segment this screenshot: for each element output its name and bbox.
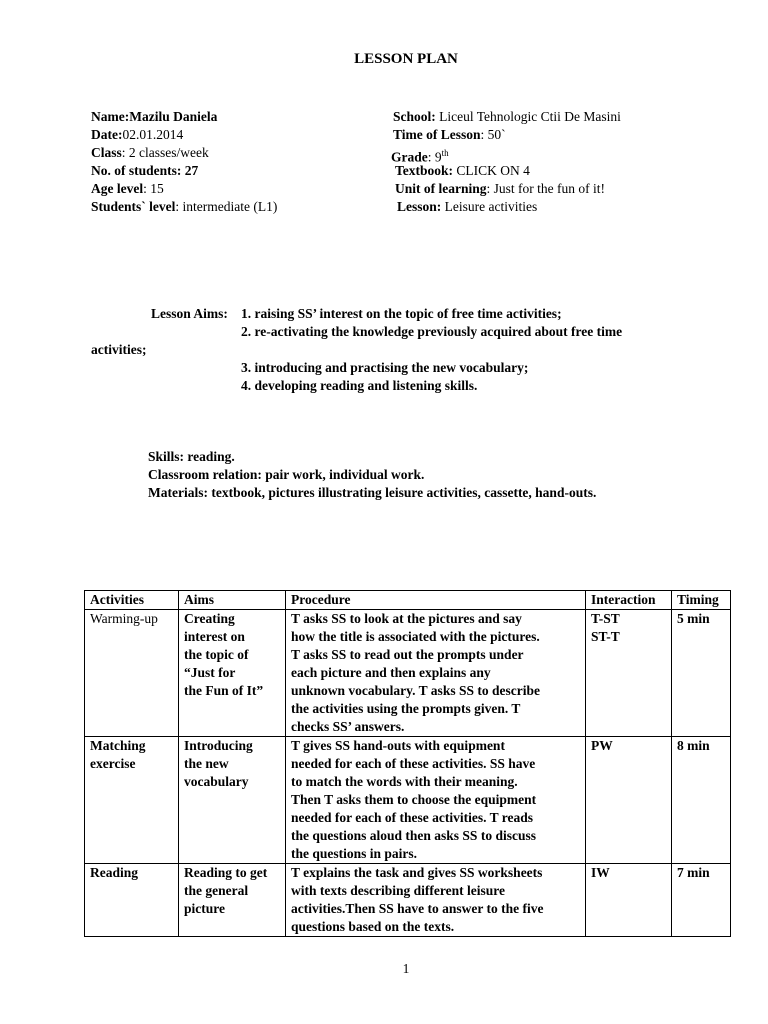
cell-procedure-line: questions based on the texts. — [291, 919, 455, 934]
students-field: No. of students: 27 — [91, 163, 199, 178]
cell-aims-line: vocabulary — [184, 774, 249, 789]
cell-aims-line: the general — [184, 883, 249, 898]
age-field — [91, 180, 164, 198]
cell-procedure-line: T asks SS to look at the pictures and say — [291, 611, 522, 626]
table-row — [85, 610, 731, 737]
cell-procedure — [286, 610, 586, 737]
aim-4: 4. developing reading and listening skills. — [241, 378, 478, 393]
aim-1: 1. raising SS’ interest on the topic of free time activities; — [241, 306, 562, 321]
table-row — [85, 737, 731, 864]
textbook-label: Textbook: — [395, 163, 454, 178]
materials-line: Materials: textbook, pictures illustrating leisure activities, cassette, hand-outs. — [148, 485, 597, 500]
cell-procedure-line: activities.Then SS have to answer to the five — [291, 901, 544, 916]
header-timing: Timing — [672, 591, 731, 610]
header-activities: Activities — [85, 591, 179, 610]
name-label: Name: — [91, 109, 130, 124]
school-label: School: — [393, 109, 436, 124]
table-row — [85, 864, 731, 937]
cell-interaction-line: ST-T — [591, 629, 620, 644]
aims-label: Lesson Aims: — [151, 306, 228, 321]
time-label: Time of Lesson — [393, 127, 481, 142]
level-label: Students` level — [91, 199, 176, 214]
cell-procedure-line: T gives SS hand-outs with equipment — [291, 738, 505, 753]
class-label: Class — [91, 145, 122, 160]
unit-field — [395, 180, 605, 198]
cell-procedure — [286, 737, 586, 864]
cell-procedure-line: each picture and then explains any — [291, 665, 491, 680]
aim-2: 2. re-activating the knowledge previously acquired about free time — [241, 324, 623, 339]
grade-label: Grade — [391, 149, 428, 165]
cell-interaction-line: IW — [591, 865, 610, 880]
cell-activity — [85, 864, 179, 937]
cell-aims — [179, 864, 286, 937]
cell-timing — [672, 737, 731, 864]
age-label: Age level — [91, 181, 144, 196]
cell-interaction — [586, 737, 672, 864]
cell-aims-line: picture — [184, 901, 225, 916]
name-field — [91, 108, 217, 126]
cell-aims-line: the new — [184, 756, 229, 771]
aim-2-continued: activities; — [91, 342, 147, 357]
grade-value: : 9 — [427, 149, 442, 165]
cell-timing-line: 5 min — [677, 611, 710, 626]
cell-procedure-line: T explains the task and gives SS worksheets — [291, 865, 543, 880]
textbook-field — [395, 162, 530, 180]
table-header-row — [85, 591, 731, 610]
document-title: LESSON PLAN — [354, 51, 458, 67]
cell-procedure — [286, 864, 586, 937]
level-field — [91, 198, 277, 216]
time-value: : 50` — [480, 127, 506, 142]
cell-interaction — [586, 610, 672, 737]
header-procedure: Procedure — [286, 591, 586, 610]
grade-superscript: th — [441, 148, 449, 158]
cell-timing — [672, 864, 731, 937]
cell-aims-line: “Just for — [184, 665, 236, 680]
age-value: : 15 — [143, 181, 164, 196]
cell-procedure-line: Then T asks them to choose the equipment — [291, 792, 537, 807]
skills-line: Skills: reading. — [148, 449, 235, 464]
cell-timing-line: 8 min — [677, 738, 710, 753]
cell-procedure-line: the activities using the prompts given. T — [291, 701, 521, 716]
unit-value: : Just for the fun of it! — [486, 181, 605, 196]
cell-activity-line: Warming-up — [90, 611, 158, 626]
cell-procedure-line: needed for each of these activities. T reads — [291, 810, 533, 825]
cell-procedure-line: the questions in pairs. — [291, 846, 418, 861]
aim-3: 3. introducing and practising the new vocabulary; — [241, 360, 529, 375]
school-field — [393, 108, 621, 126]
cell-aims-line: interest on — [184, 629, 245, 644]
cell-aims-line: the Fun of It” — [184, 683, 264, 698]
cell-procedure-line: checks SS’ answers. — [291, 719, 405, 734]
cell-activity-line: exercise — [90, 756, 136, 771]
class-value: : 2 classes/week — [121, 145, 209, 160]
cell-timing-line: 7 min — [677, 865, 710, 880]
cell-procedure-line: needed for each of these activities. SS have — [291, 756, 536, 771]
page-number: 1 — [402, 961, 410, 976]
class-field — [91, 144, 209, 162]
cell-aims-line: the topic of — [184, 647, 249, 662]
lesson-table — [84, 590, 731, 937]
cell-procedure-line: T asks SS to read out the prompts under — [291, 647, 524, 662]
cell-aims-line: Reading to get — [184, 865, 268, 880]
level-value: : intermediate (L1) — [175, 199, 278, 214]
cell-procedure-line: how the title is associated with the pictures. — [291, 629, 540, 644]
textbook-value: CLICK ON 4 — [453, 163, 530, 178]
time-field — [393, 126, 506, 144]
cell-aims — [179, 737, 286, 864]
cell-activity-line: Reading — [90, 865, 139, 880]
cell-activity-line: Matching — [90, 738, 146, 753]
cell-interaction-line: PW — [591, 738, 613, 753]
cell-activity — [85, 610, 179, 737]
cell-aims — [179, 610, 286, 737]
cell-activity — [85, 737, 179, 864]
cell-procedure-line: with texts describing different leisure — [291, 883, 505, 898]
table-body — [85, 610, 731, 937]
lesson-label: Lesson: — [397, 199, 442, 214]
header-interaction: Interaction — [586, 591, 672, 610]
date-value: 02.01.2014 — [122, 127, 184, 142]
grade-field — [391, 144, 449, 165]
cell-interaction-line: T-ST — [591, 611, 620, 626]
school-value: Liceul Tehnologic Ctii De Masini — [435, 109, 621, 124]
date-field — [91, 126, 183, 144]
date-label: Date: — [91, 127, 123, 142]
cell-interaction — [586, 864, 672, 937]
classroom-relation-line: Classroom relation: pair work, individual work. — [148, 467, 425, 482]
lesson-value: Leisure activities — [441, 199, 538, 214]
cell-timing — [672, 610, 731, 737]
lesson-field — [397, 198, 537, 216]
cell-procedure-line: unknown vocabulary. T asks SS to describe — [291, 683, 540, 698]
cell-procedure-line: the questions aloud then asks SS to discuss — [291, 828, 536, 843]
cell-aims-line: Introducing — [184, 738, 253, 753]
header-aims: Aims — [179, 591, 286, 610]
cell-procedure-line: to match the words with their meaning. — [291, 774, 518, 789]
name-value: Mazilu Daniela — [129, 109, 218, 124]
unit-label: Unit of learning — [395, 181, 487, 196]
cell-aims-line: Creating — [184, 611, 235, 626]
